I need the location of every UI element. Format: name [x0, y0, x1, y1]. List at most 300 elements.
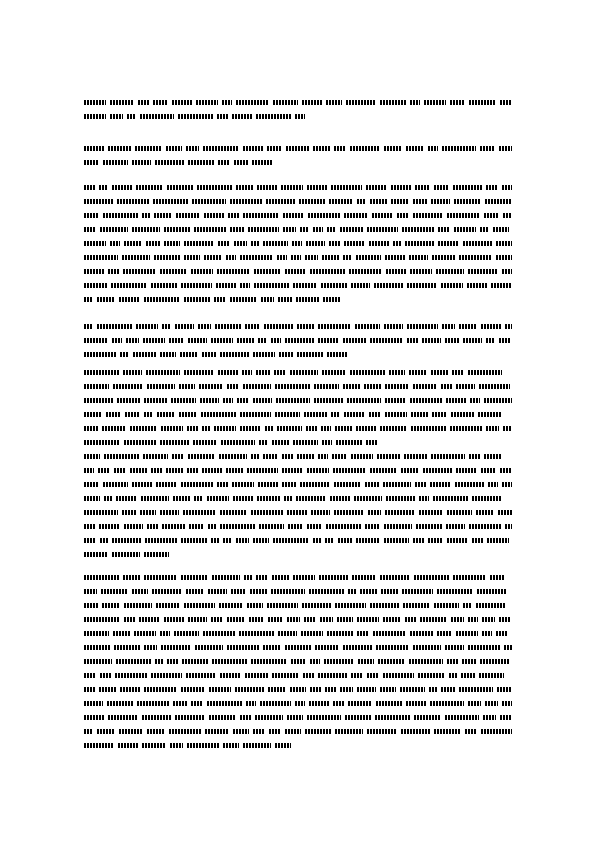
illegible-word: [171, 398, 196, 403]
illegible-word: [349, 269, 382, 274]
illegible-word: [447, 659, 458, 664]
illegible-word: [468, 269, 498, 274]
illegible-word: [181, 283, 212, 288]
illegible-word: [480, 659, 510, 664]
text-line: [84, 110, 512, 124]
illegible-word: [282, 482, 296, 487]
illegible-word: [84, 146, 104, 151]
illegible-word: [84, 241, 106, 246]
illegible-word: [220, 352, 249, 357]
illegible-word: [357, 199, 366, 204]
illegible-word: [436, 269, 464, 274]
illegible-word: [385, 398, 406, 403]
illegible-word: [212, 659, 247, 664]
illegible-word: [286, 146, 309, 151]
text-line: [84, 436, 512, 450]
illegible-word: [397, 213, 409, 218]
illegible-word: [139, 617, 160, 622]
illegible-word: [453, 185, 482, 190]
illegible-word: [218, 370, 238, 375]
illegible-word: [143, 338, 165, 343]
illegible-word: [155, 659, 163, 664]
illegible-word: [144, 687, 177, 692]
illegible-word: [222, 100, 232, 105]
illegible-word: [147, 384, 175, 389]
illegible-word: [232, 482, 254, 487]
text-line: [84, 195, 512, 209]
illegible-word: [84, 603, 98, 608]
illegible-word: [472, 538, 483, 543]
illegible-word: [237, 338, 254, 343]
illegible-word: [462, 659, 476, 664]
illegible-word: [451, 412, 474, 417]
illegible-word: [84, 715, 104, 720]
illegible-word: [410, 100, 420, 105]
illegible-word: [311, 510, 330, 515]
illegible-word: [160, 352, 176, 357]
illegible-word: [234, 160, 248, 165]
illegible-word: [236, 100, 269, 105]
illegible-word: [123, 370, 142, 375]
text-line: [84, 641, 512, 655]
illegible-word: [325, 538, 334, 543]
illegible-word: [385, 412, 407, 417]
illegible-word: [468, 645, 500, 650]
illegible-word: [167, 659, 178, 664]
illegible-word: [126, 338, 139, 343]
illegible-word: [223, 398, 233, 403]
illegible-word: [337, 617, 353, 622]
illegible-word: [498, 510, 512, 515]
illegible-word: [293, 440, 318, 445]
illegible-word: [369, 241, 389, 246]
illegible-word: [307, 715, 341, 720]
illegible-word: [407, 324, 438, 329]
illegible-word: [258, 338, 267, 343]
illegible-word: [243, 146, 263, 151]
illegible-word: [103, 213, 138, 218]
illegible-word: [208, 524, 216, 529]
illegible-word: [402, 589, 433, 594]
illegible-word: [103, 160, 128, 165]
illegible-word: [431, 199, 450, 204]
illegible-word: [84, 255, 118, 260]
illegible-word: [243, 743, 271, 748]
illegible-word: [283, 227, 296, 232]
illegible-word: [296, 297, 319, 302]
illegible-word: [372, 213, 393, 218]
illegible-word: [84, 398, 113, 403]
illegible-word: [415, 482, 426, 487]
illegible-word: [306, 241, 325, 246]
illegible-word: [500, 468, 512, 473]
illegible-word: [450, 426, 482, 431]
illegible-word: [410, 269, 432, 274]
illegible-word: [188, 454, 215, 459]
illegible-word: [401, 729, 430, 734]
illegible-word: [176, 213, 200, 218]
text-line: [84, 585, 512, 599]
illegible-word: [179, 384, 195, 389]
illegible-word: [99, 185, 108, 190]
illegible-word: [218, 160, 230, 165]
illegible-word: [226, 255, 236, 260]
text-line: [84, 669, 512, 683]
illegible-word: [132, 589, 148, 594]
illegible-word: [407, 338, 418, 343]
text-line: [84, 209, 512, 223]
illegible-word: [240, 283, 250, 288]
illegible-word: [97, 729, 115, 734]
illegible-word: [268, 617, 283, 622]
illegible-word: [505, 524, 512, 529]
illegible-word: [254, 269, 281, 274]
illegible-word: [100, 673, 111, 678]
illegible-word: [374, 283, 403, 288]
illegible-word: [446, 398, 466, 403]
illegible-word: [261, 297, 274, 302]
text-line: [84, 613, 512, 627]
illegible-word: [124, 440, 156, 445]
illegible-word: [191, 269, 213, 274]
illegible-word: [441, 687, 455, 692]
illegible-word: [110, 114, 123, 119]
illegible-word: [326, 100, 342, 105]
illegible-word: [182, 659, 208, 664]
illegible-word: [334, 510, 364, 515]
illegible-word: [504, 645, 512, 650]
illegible-word: [164, 227, 190, 232]
illegible-word: [414, 575, 449, 580]
illegible-word: [459, 687, 493, 692]
illegible-word: [84, 743, 114, 748]
illegible-word: [123, 575, 140, 580]
illegible-word: [331, 185, 362, 190]
illegible-word: [228, 213, 239, 218]
text-line: [84, 156, 512, 170]
illegible-word: [272, 673, 299, 678]
illegible-word: [186, 146, 199, 151]
text-line: [84, 142, 512, 156]
illegible-word: [357, 617, 379, 622]
illegible-word: [188, 338, 207, 343]
illegible-word: [170, 743, 183, 748]
illegible-word: [107, 701, 133, 706]
illegible-word: [116, 496, 137, 501]
illegible-word: [479, 673, 504, 678]
illegible-word: [383, 673, 414, 678]
illegible-word: [184, 370, 214, 375]
illegible-word: [502, 482, 512, 487]
illegible-word: [187, 468, 198, 473]
illegible-word: [84, 100, 106, 105]
illegible-word: [358, 659, 374, 664]
illegible-word: [236, 185, 253, 190]
illegible-word: [271, 338, 281, 343]
illegible-word: [144, 645, 157, 650]
illegible-word: [434, 185, 449, 190]
illegible-word: [437, 589, 473, 594]
illegible-word: [329, 199, 353, 204]
illegible-word: [283, 213, 304, 218]
illegible-word: [184, 297, 210, 302]
illegible-word: [325, 687, 336, 692]
illegible-word: [267, 603, 298, 608]
text-line: [84, 571, 512, 585]
illegible-word: [318, 324, 351, 329]
illegible-word: [486, 338, 495, 343]
illegible-word: [84, 552, 108, 557]
illegible-word: [232, 114, 252, 119]
illegible-word: [124, 524, 143, 529]
illegible-word: [251, 454, 259, 459]
illegible-word: [447, 213, 480, 218]
illegible-word: [301, 631, 323, 636]
illegible-word: [140, 114, 174, 119]
illegible-word: [114, 645, 140, 650]
illegible-word: [227, 384, 239, 389]
illegible-word: [411, 412, 428, 417]
illegible-word: [259, 524, 284, 529]
illegible-word: [322, 370, 346, 375]
illegible-word: [354, 496, 382, 501]
illegible-word: [103, 482, 128, 487]
illegible-word: [295, 701, 305, 706]
illegible-word: [108, 146, 131, 151]
illegible-word: [384, 324, 403, 329]
illegible-word: [156, 603, 180, 608]
illegible-word: [344, 213, 368, 218]
illegible-word: [306, 426, 317, 431]
illegible-word: [419, 496, 429, 501]
illegible-word: [380, 687, 396, 692]
illegible-word: [300, 227, 309, 232]
illegible-word: [269, 729, 281, 734]
text-line: [84, 534, 512, 548]
illegible-word: [413, 384, 437, 389]
illegible-word: [391, 199, 409, 204]
illegible-word: [162, 324, 171, 329]
illegible-word: [142, 743, 166, 748]
illegible-word: [432, 412, 447, 417]
illegible-word: [369, 412, 381, 417]
illegible-word: [356, 538, 380, 543]
illegible-word: [249, 617, 264, 622]
illegible-word: [127, 114, 136, 119]
illegible-word: [112, 185, 132, 190]
illegible-word: [84, 468, 94, 473]
illegible-word: [108, 715, 138, 720]
illegible-word: [275, 384, 310, 389]
illegible-word: [136, 324, 158, 329]
illegible-word: [278, 297, 292, 302]
illegible-word: [310, 659, 320, 664]
illegible-word: [174, 631, 199, 636]
illegible-word: [181, 538, 207, 543]
illegible-word: [135, 146, 162, 151]
illegible-word: [351, 454, 373, 459]
illegible-word: [100, 538, 108, 543]
illegible-word: [322, 440, 332, 445]
illegible-word: [164, 617, 184, 622]
illegible-word: [134, 631, 156, 636]
illegible-word: [263, 645, 281, 650]
illegible-word: [268, 687, 286, 692]
illegible-word: [500, 100, 512, 105]
illegible-word: [252, 160, 273, 165]
illegible-word: [144, 575, 177, 580]
illegible-word: [147, 729, 165, 734]
illegible-word: [409, 370, 427, 375]
paragraph-6: [84, 450, 512, 562]
illegible-word: [124, 617, 135, 622]
illegible-word: [456, 631, 478, 636]
illegible-word: [147, 524, 158, 529]
illegible-word: [297, 352, 323, 357]
illegible-word: [162, 524, 185, 529]
illegible-word: [481, 324, 501, 329]
illegible-word: [273, 538, 309, 543]
illegible-word: [433, 496, 468, 501]
illegible-word: [357, 631, 369, 636]
illegible-word: [243, 213, 279, 218]
text-line: [84, 725, 512, 739]
illegible-word: [402, 227, 434, 232]
illegible-word: [419, 510, 443, 515]
illegible-word: [253, 352, 275, 357]
illegible-word: [256, 575, 268, 580]
illegible-word: [499, 617, 510, 622]
illegible-word: [114, 468, 126, 473]
illegible-word: [445, 715, 479, 720]
illegible-word: [428, 146, 438, 151]
illegible-word: [370, 199, 387, 204]
illegible-word: [365, 482, 379, 487]
illegible-word: [194, 227, 226, 232]
illegible-word: [195, 645, 223, 650]
illegible-word: [256, 370, 270, 375]
illegible-word: [258, 482, 278, 487]
illegible-word: [344, 241, 365, 246]
illegible-word: [132, 160, 151, 165]
illegible-word: [318, 454, 328, 459]
illegible-word: [193, 440, 217, 445]
illegible-word: [401, 468, 419, 473]
illegible-word: [223, 743, 239, 748]
illegible-word: [468, 370, 502, 375]
illegible-word: [122, 255, 150, 260]
illegible-word: [275, 743, 291, 748]
illegible-word: [431, 370, 448, 375]
illegible-word: [321, 283, 347, 288]
illegible-word: [291, 255, 301, 260]
illegible-word: [277, 426, 302, 431]
illegible-word: [84, 213, 99, 218]
illegible-word: [98, 468, 110, 473]
illegible-word: [220, 673, 241, 678]
illegible-word: [212, 575, 240, 580]
illegible-word: [265, 426, 273, 431]
illegible-word: [413, 213, 443, 218]
illegible-word: [376, 701, 402, 706]
text-line: [84, 548, 512, 562]
illegible-word: [373, 631, 406, 636]
illegible-word: [322, 255, 339, 260]
illegible-word: [469, 100, 496, 105]
illegible-word: [233, 729, 249, 734]
illegible-word: [370, 603, 399, 608]
illegible-word: [305, 255, 318, 260]
illegible-word: [400, 687, 425, 692]
illegible-word: [207, 496, 229, 501]
illegible-word: [84, 338, 108, 343]
illegible-word: [481, 729, 512, 734]
illegible-word: [385, 510, 415, 515]
illegible-word: [250, 589, 267, 594]
illegible-word: [476, 603, 506, 608]
illegible-word: [445, 338, 459, 343]
illegible-word: [186, 589, 204, 594]
illegible-word: [343, 384, 360, 389]
illegible-word: [410, 398, 442, 403]
illegible-word: [486, 426, 499, 431]
illegible-word: [116, 659, 151, 664]
illegible-word: [480, 227, 489, 232]
illegible-word: [503, 213, 512, 218]
illegible-word: [445, 645, 464, 650]
illegible-word: [104, 454, 139, 459]
illegible-word: [385, 255, 405, 260]
illegible-word: [221, 440, 255, 445]
illegible-word: [330, 496, 350, 501]
illegible-word: [99, 524, 120, 529]
illegible-word: [347, 398, 381, 403]
illegible-word: [248, 227, 279, 232]
illegible-word: [343, 645, 372, 650]
illegible-word: [326, 524, 361, 529]
illegible-word: [172, 454, 184, 459]
illegible-word: [203, 631, 235, 636]
illegible-word: [364, 384, 381, 389]
illegible-word: [505, 324, 512, 329]
illegible-word: [292, 241, 302, 246]
illegible-word: [413, 199, 427, 204]
illegible-word: [368, 510, 381, 515]
illegible-word: [469, 524, 501, 529]
illegible-word: [290, 370, 318, 375]
illegible-word: [164, 241, 180, 246]
illegible-word: [111, 283, 147, 288]
illegible-word: [256, 114, 291, 119]
illegible-word: [244, 575, 252, 580]
illegible-word: [178, 114, 213, 119]
illegible-word: [276, 398, 310, 403]
illegible-word: [184, 255, 200, 260]
illegible-word: [456, 468, 477, 473]
illegible-word: [331, 412, 340, 417]
paragraph-5: [84, 366, 512, 450]
illegible-word: [350, 370, 385, 375]
illegible-word: [142, 715, 171, 720]
illegible-word: [84, 440, 120, 445]
illegible-word: [119, 729, 143, 734]
illegible-word: [106, 412, 121, 417]
illegible-word: [161, 426, 183, 431]
text-line: [84, 599, 512, 613]
illegible-word: [485, 701, 498, 706]
illegible-word: [314, 384, 339, 389]
illegible-word: [477, 589, 506, 594]
